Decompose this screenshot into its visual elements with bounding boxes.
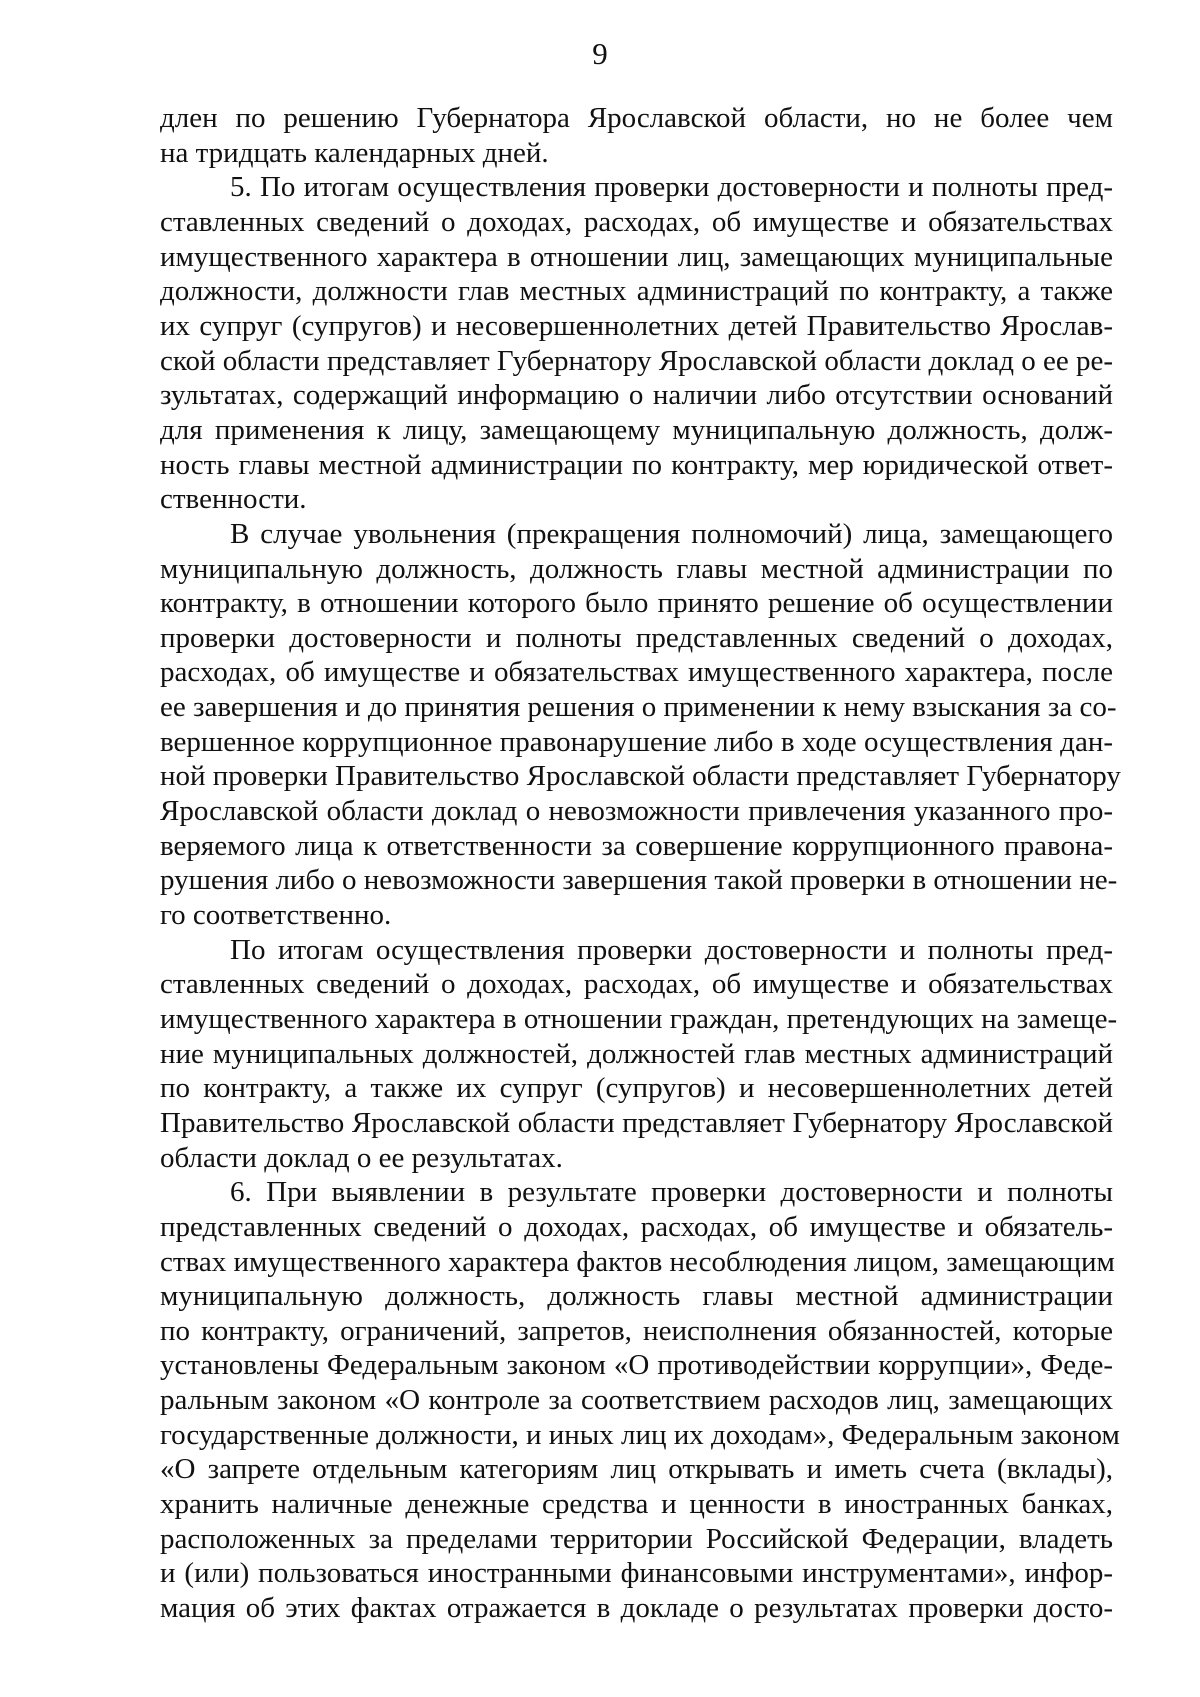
text-line: Ярославской области доклад о невозможности привлечения указанного про-	[160, 795, 1113, 827]
text-line: ность главы местной администрации по контракту, мер юридической ответ-	[160, 448, 1113, 481]
text-line: проверки достоверности и полноты представленных сведений о доходах,	[160, 621, 1113, 654]
text-line: и (или) пользоваться иностранными финансовыми инструментами», инфор-	[160, 1557, 1113, 1590]
text-line: В случае увольнения (прекращения полномочий) лица, замещающего	[230, 517, 1113, 550]
text-line: ствах имущественного характера фактов несоблюдения лицом, замещающим	[160, 1245, 1115, 1278]
text-line: мация об этих фактах отражается в докладе о результатах проверки досто-	[160, 1592, 1113, 1624]
text-line: контракту, в отношении которого было принято решение об осуществлении	[160, 587, 1113, 620]
text-line: ральным законом «О контроле за соответствием расходов лиц, замещающих	[160, 1384, 1113, 1416]
text-line: вершенное коррупционное правонарушение либо в ходе осуществления дан-	[160, 725, 1113, 758]
text-line: на тридцать календарных дней.	[160, 136, 549, 169]
text-line: ставленных сведений о доходах, расходах, об имуществе и обязательствах	[160, 205, 1113, 238]
text-line: Правительство Ярославской области представляет Губернатору Ярославской	[160, 1106, 1113, 1139]
text-line: зультатах, содержащий информацию о наличии либо отсутствии оснований	[160, 379, 1113, 412]
text-line: длен по решению Губернатора Ярославской области, но не более чем	[160, 102, 1113, 134]
text-line: представленных сведений о доходах, расходах, об имуществе и обязатель-	[160, 1210, 1113, 1243]
text-line: «О запрете отдельным категориям лиц открывать и иметь счета (вклады),	[160, 1453, 1113, 1486]
text-line: 5. По итогам осуществления проверки достоверности и полноты пред-	[230, 171, 1113, 204]
text-line: государственные должности, и иных лиц их доходам», Федеральным законом	[160, 1418, 1120, 1451]
text-line: хранить наличные денежные средства и ценности в иностранных банках,	[160, 1488, 1113, 1520]
text-line: ной проверки Правительство Ярославской области представляет Губернатору	[160, 760, 1121, 793]
text-line: ние муниципальных должностей, должностей глав местных администраций	[160, 1037, 1113, 1070]
text-line: 6. При выявлении в результате проверки достоверности и полноты	[230, 1176, 1113, 1209]
text-line: го соответственно.	[160, 898, 392, 931]
text-line: ее завершения и до принятия решения о применении к нему взыскания за со-	[160, 691, 1117, 723]
text-line: муниципальную должность, должность главы местной администрации по	[160, 552, 1113, 585]
text-line: По итогам осуществления проверки достоверности и полноты пред-	[230, 933, 1113, 966]
text-line: рушения либо о невозможности завершения такой проверки в отношении не-	[160, 864, 1118, 897]
text-line: ской области представляет Губернатору Ярославской области доклад о ее ре-	[160, 344, 1113, 377]
text-line: ставленных сведений о доходах, расходах, об имуществе и обязательствах	[160, 968, 1113, 1001]
text-line: расходах, об имуществе и обязательствах имущественного характера, после	[160, 656, 1113, 689]
text-line: имущественного характера в отношении граждан, претендующих на замеще-	[160, 1002, 1118, 1035]
text-line: их супруг (супругов) и несовершеннолетних детей Правительство Ярослав-	[160, 309, 1113, 342]
text-line: расположенных за пределами территории Российской Федерации, владеть	[160, 1522, 1113, 1555]
text-line: области доклад о ее результатах.	[160, 1141, 563, 1174]
text-line: по контракту, ограничений, запретов, неисполнения обязанностей, которые	[160, 1314, 1113, 1347]
text-line: веряемого лица к ответственности за совершение коррупционного правона-	[160, 829, 1113, 862]
text-line: ственности.	[160, 483, 307, 516]
text-line: муниципальную должность, должность главы местной администрации	[160, 1280, 1113, 1313]
text-line: по контракту, а также их супруг (супругов) и несовершеннолетних детей	[160, 1072, 1113, 1105]
text-line: должности, должности глав местных администраций по контракту, а также	[160, 275, 1113, 308]
text-line: для применения к лицу, замещающему муниципальную должность, долж-	[160, 413, 1113, 446]
page-number: 9	[592, 36, 608, 71]
text-line: установлены Федеральным законом «О противодействии коррупции», Феде-	[160, 1349, 1113, 1382]
text-line: имущественного характера в отношении лиц, замещающих муниципальные	[160, 240, 1113, 273]
